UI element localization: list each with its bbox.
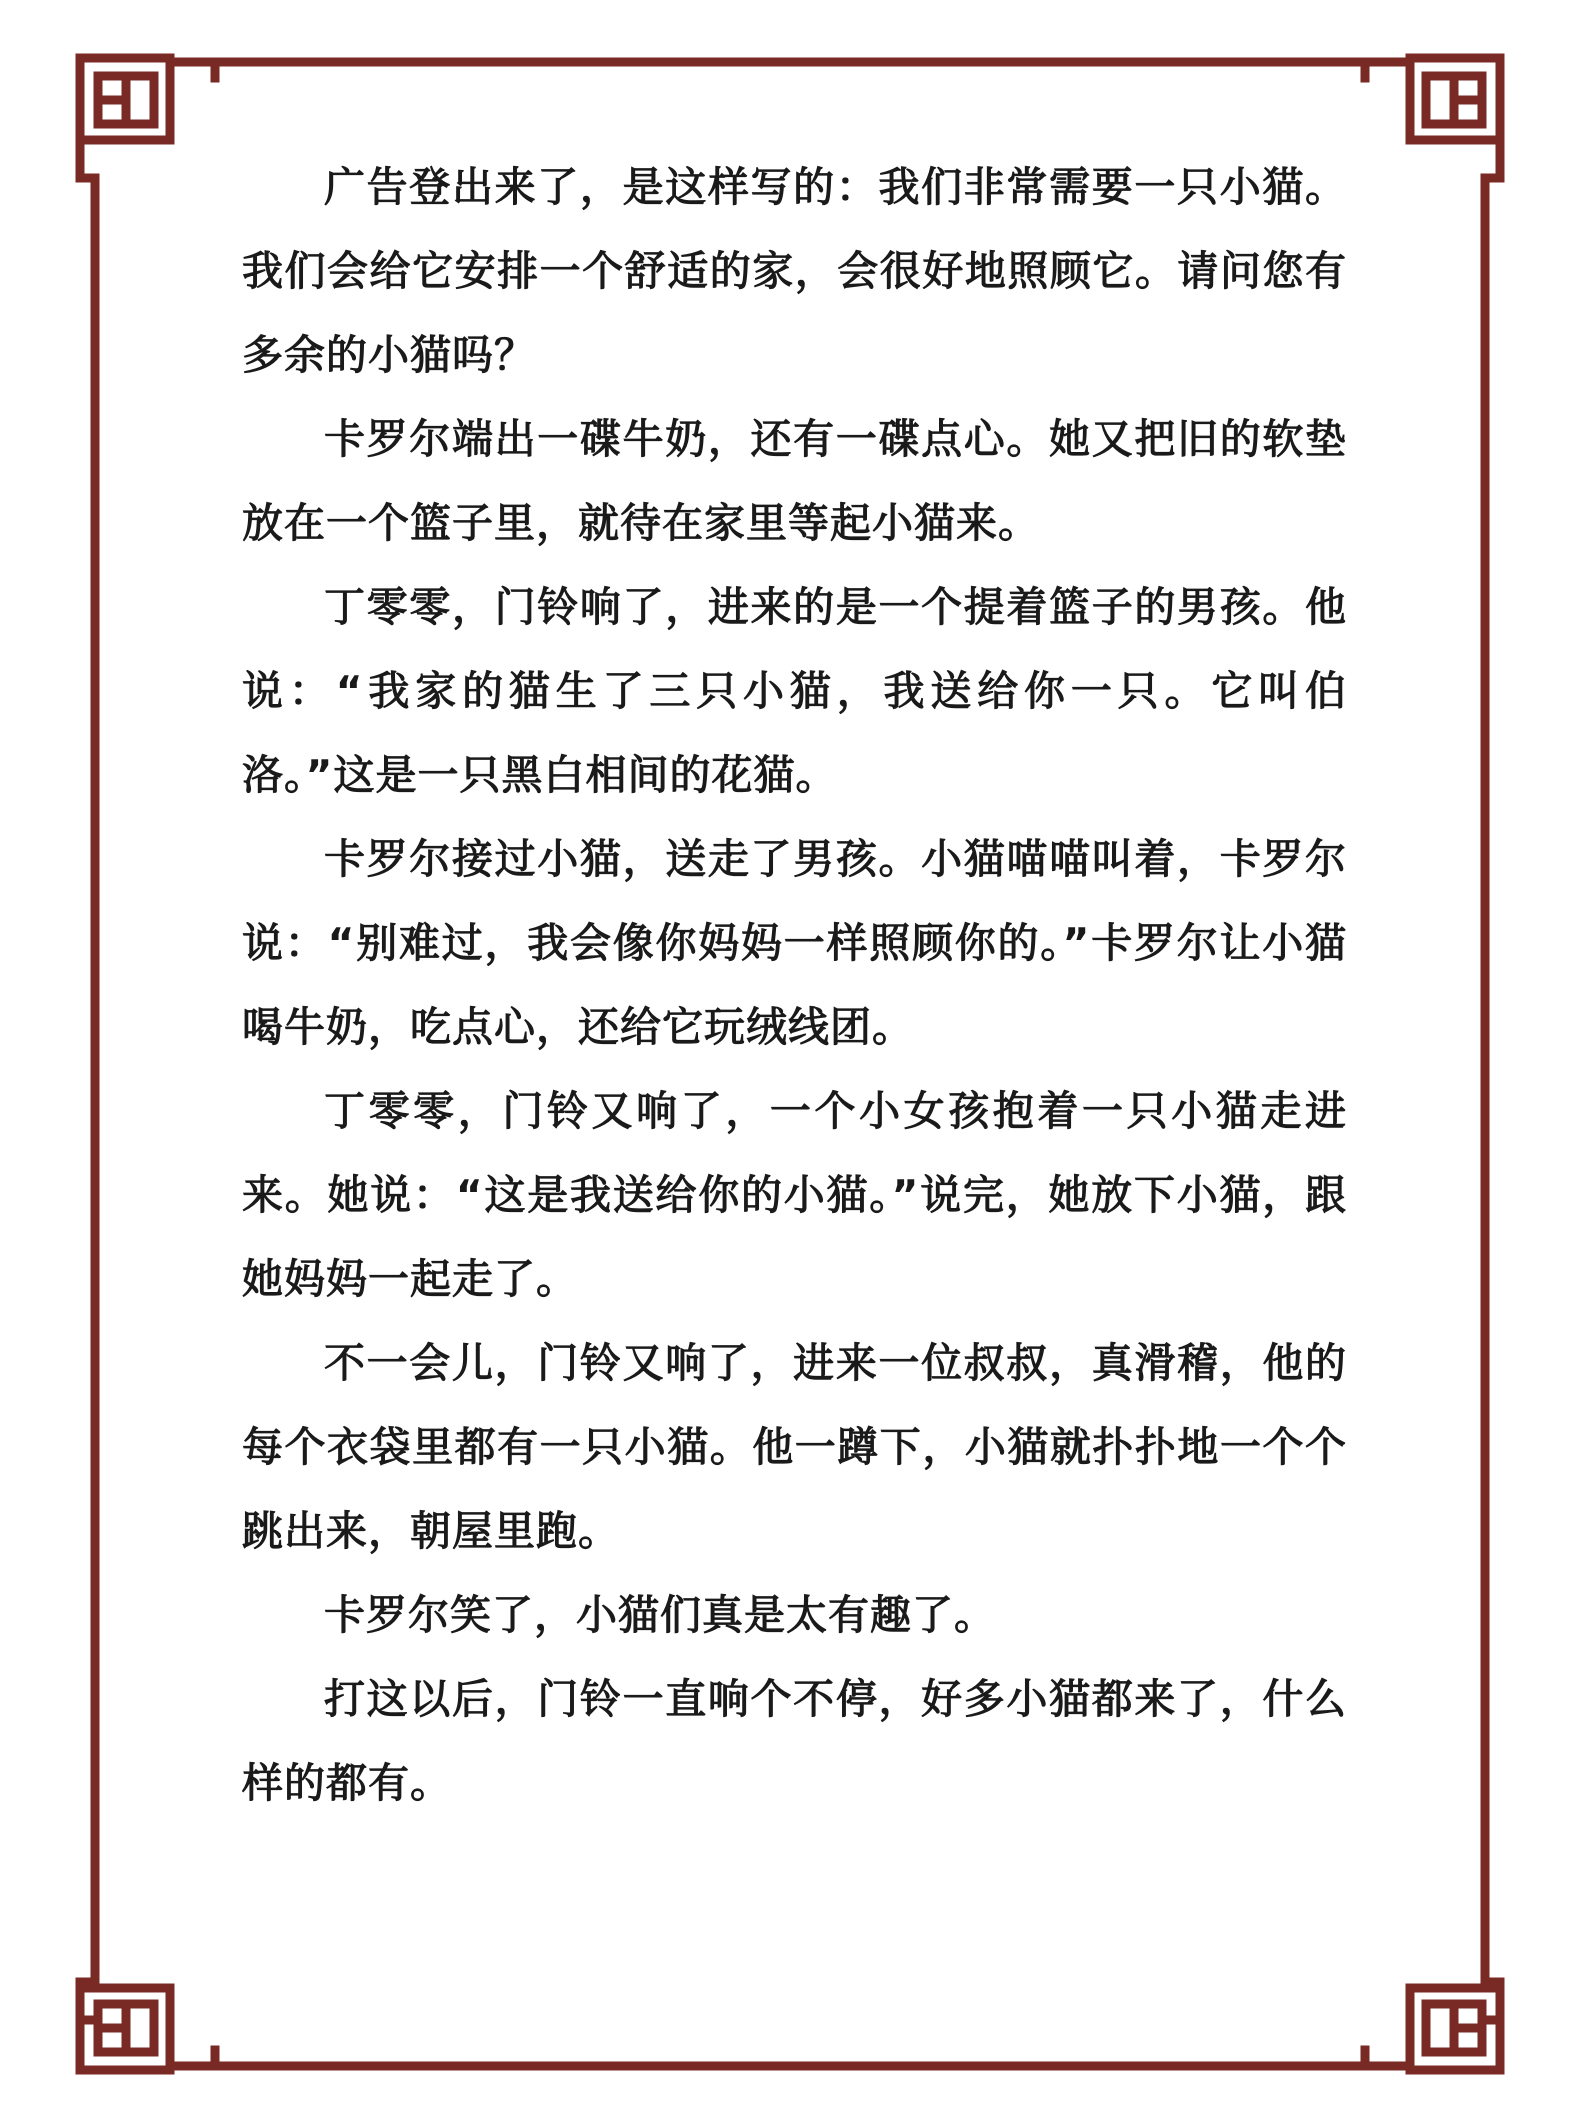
- paragraph-6: 不一会儿，门铃又响了，进来一位叔叔，真滑稽，他的每个衣袋里都有一只小猫。他一蹲下，小猫就扑扑地一个个跳出来，朝屋里跑。: [242, 1339, 1347, 1555]
- paragraph-3: 丁零零，门铃响了，进来的是一个提着篮子的男孩。他说：“我家的猫生了三只小猫，我送给你一只。它叫伯洛。”这是一只黑白相间的花猫。: [242, 583, 1347, 799]
- paragraph-4: 卡罗尔接过小猫，送走了男孩。小猫喵喵叫着，卡罗尔说：“别难过，我会像你妈妈一样照顾你的。”卡罗尔让小猫喝牛奶，吃点心，还给它玩绒线团。: [242, 835, 1347, 1051]
- paragraph-7: 卡罗尔笑了，小猫们真是太有趣了。: [324, 1591, 996, 1639]
- paragraph-5: 丁零零，门铃又响了，一个小女孩抱着一只小猫走进来。她说：“这是我送给你的小猫。”说完，她放下小猫，跟她妈妈一起走了。: [242, 1087, 1347, 1303]
- paragraph-8: 打这以后，门铃一直响个不停，好多小猫都来了，什么样的都有。: [242, 1675, 1347, 1807]
- corner-ornament-bottom-left: [80, 1960, 215, 2070]
- paragraph-1: 广告登出来了，是这样写的：我们非常需要一只小猫。我们会给它安排一个舒适的家，会很好地照顾它。请问您有多余的小猫吗？: [242, 163, 1347, 379]
- corner-ornament-bottom-right: [1365, 1960, 1500, 2070]
- corner-ornament-top-left: [80, 58, 215, 200]
- corner-ornament-top-right: [1365, 58, 1500, 200]
- story-text: [242, 145, 1347, 1825]
- paragraph-2: 卡罗尔端出一碟牛奶，还有一碟点心。她又把旧的软垫放在一个篮子里，就待在家里等起小猫来。: [242, 415, 1347, 547]
